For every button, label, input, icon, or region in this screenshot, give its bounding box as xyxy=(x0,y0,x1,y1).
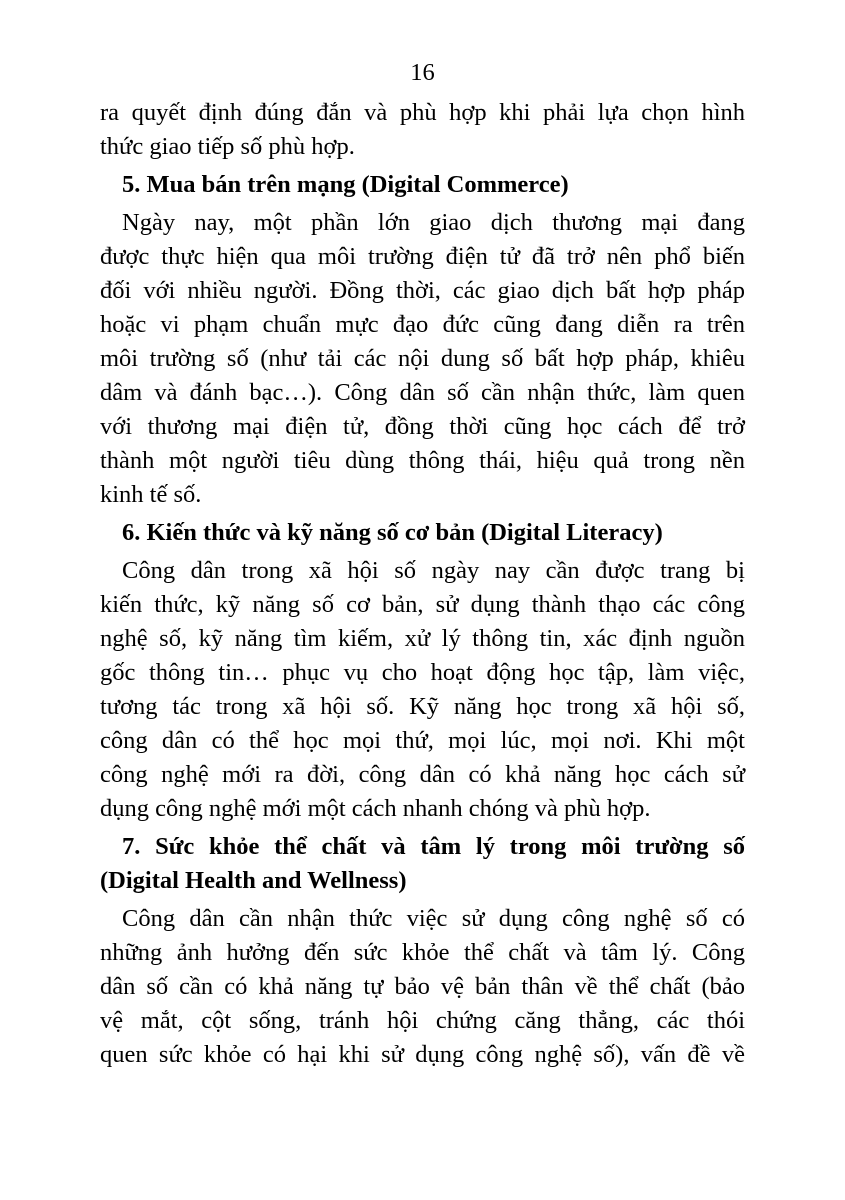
text-line: những ảnh hưởng đến sức khỏe thể chất và tâm lý. Công xyxy=(100,939,745,966)
text-line: quen sức khỏe có hại khi sử dụng công nghệ số), vấn đề về xyxy=(100,1041,745,1068)
text-line: Ngày nay, một phần lớn giao dịch thương mại đang xyxy=(122,209,745,236)
text-line: kiến thức, kỹ năng số cơ bản, sử dụng thành thạo các công xyxy=(100,591,745,618)
text-line: 7. Sức khỏe thể chất và tâm lý trong môi trường số xyxy=(122,833,745,860)
text-line: dụng công nghệ mới một cách nhanh chóng và phù hợp. xyxy=(100,795,651,822)
text-line: hoặc vi phạm chuẩn mực đạo đức cũng đang diễn ra trên xyxy=(100,311,745,338)
text-line: công dân có thể học mọi thứ, mọi lúc, mọi nơi. Khi một xyxy=(100,727,745,754)
text-line: thành một người tiêu dùng thông thái, hiệu quả trong nền xyxy=(100,447,745,474)
text-line: dâm và đánh bạc…). Công dân số cần nhận thức, làm quen xyxy=(100,379,745,406)
text-line: (Digital Health and Wellness) xyxy=(100,867,407,894)
text-line: tương tác trong xã hội số. Kỹ năng học trong xã hội số, xyxy=(100,693,745,720)
text-line: nghệ số, kỹ năng tìm kiếm, xử lý thông tin, xác định nguồn xyxy=(100,625,745,652)
text-line: được thực hiện qua môi trường điện tử đã trở nên phổ biến xyxy=(100,243,745,270)
section-heading xyxy=(100,168,745,202)
text-line: thức giao tiếp số phù hợp. xyxy=(100,133,355,160)
text-line: dân số cần có khả năng tự bảo vệ bản thân về thể chất (bảo xyxy=(100,973,745,1000)
text-line: đối với nhiều người. Đồng thời, các giao dịch bất hợp pháp xyxy=(100,277,745,304)
paragraph xyxy=(100,902,745,1072)
text-line: Công dân cần nhận thức việc sử dụng công nghệ số có xyxy=(122,905,745,932)
paragraph xyxy=(100,96,745,164)
text-line: 5. Mua bán trên mạng (Digital Commerce) xyxy=(122,171,569,198)
text-line: 6. Kiến thức và kỹ năng số cơ bản (Digital Literacy) xyxy=(122,519,663,546)
text-line: kinh tế số. xyxy=(100,481,202,508)
text-line: vệ mắt, cột sống, tránh hội chứng căng thẳng, các thói xyxy=(100,1007,745,1034)
page-number: 16 xyxy=(410,59,435,86)
text-line: ra quyết định đúng đắn và phù hợp khi phải lựa chọn hình xyxy=(100,99,745,126)
paragraph xyxy=(100,554,745,826)
text-line: công nghệ mới ra đời, công dân có khả năng học cách sử xyxy=(100,761,745,788)
text-line: Công dân trong xã hội số ngày nay cần được trang bị xyxy=(122,557,745,584)
section-heading xyxy=(100,516,745,550)
text-line: gốc thông tin… phục vụ cho hoạt động học tập, làm việc, xyxy=(100,659,745,686)
paragraph xyxy=(100,206,745,512)
text-line: môi trường số (như tải các nội dung số bất hợp pháp, khiêu xyxy=(100,345,745,372)
section-heading xyxy=(100,830,745,898)
text-line: với thương mại điện tử, đồng thời cũng học cách để trở xyxy=(100,413,745,440)
